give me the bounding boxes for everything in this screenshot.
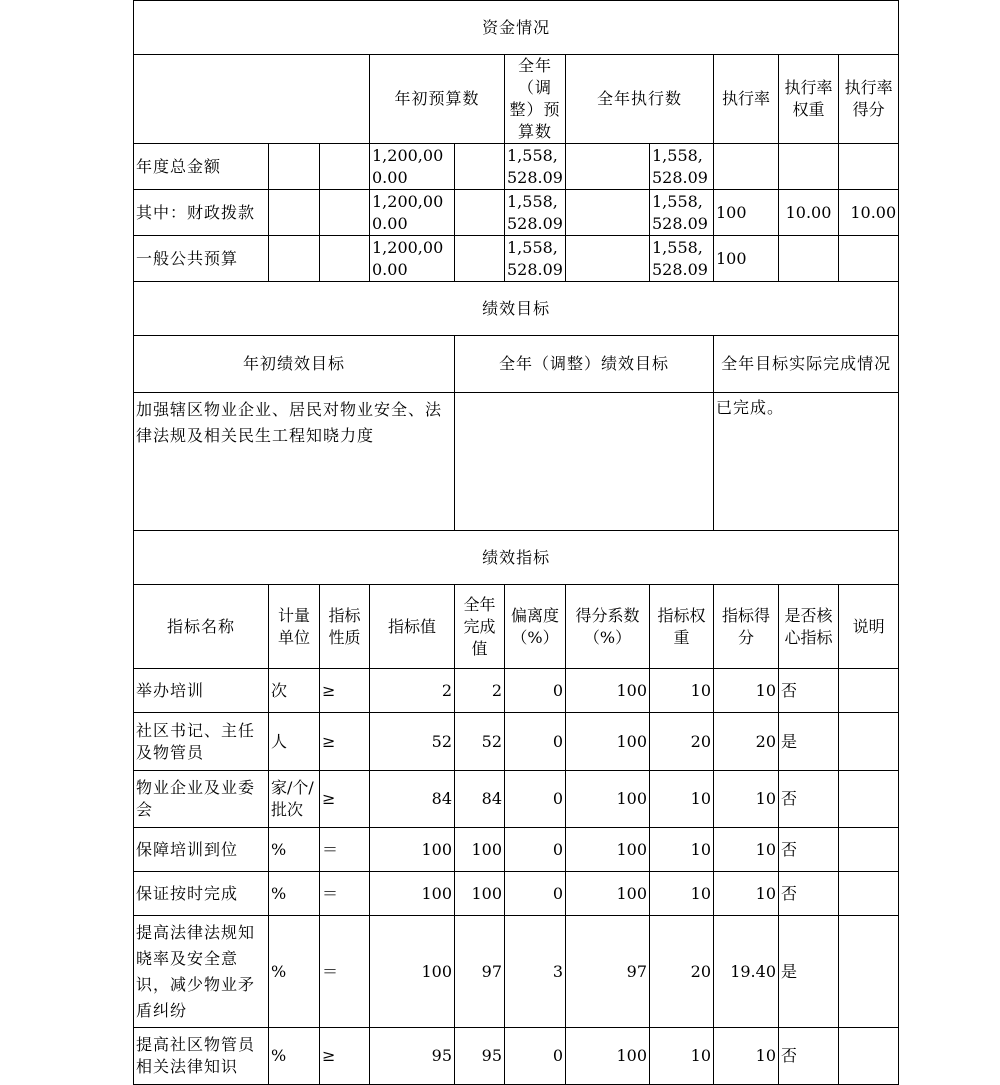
ind-deviation: 0	[505, 872, 566, 916]
ind-core: 否	[779, 1028, 839, 1085]
funding-weight	[779, 236, 839, 282]
funding-initial: 1,200,000.00	[370, 190, 455, 236]
funding-header-blank	[134, 55, 370, 144]
ind-unit: %	[269, 916, 320, 1028]
ind-name: 举办培训	[134, 669, 269, 713]
ind-note	[839, 771, 899, 828]
goals-adjusted-text	[455, 393, 714, 531]
ind-deviation: 0	[505, 669, 566, 713]
goals-header-adjusted: 全年（调整）绩效目标	[455, 336, 714, 393]
ind-core: 否	[779, 872, 839, 916]
ind-weight: 10	[650, 771, 714, 828]
ind-target: 2	[370, 669, 455, 713]
ind-header-note: 说明	[839, 585, 899, 669]
ind-coef: 100	[566, 669, 650, 713]
ind-header-score: 指标得分	[714, 585, 779, 669]
ind-actual: 84	[455, 771, 505, 828]
table-row	[134, 916, 899, 1028]
ind-note	[839, 916, 899, 1028]
ind-note	[839, 828, 899, 872]
ind-header-name: 指标名称	[134, 585, 269, 669]
ind-note	[839, 1028, 899, 1085]
ind-nature: ≥	[320, 669, 370, 713]
ind-score: 10	[714, 1028, 779, 1085]
ind-header-unit: 计量单位	[269, 585, 320, 669]
ind-deviation: 3	[505, 916, 566, 1028]
ind-name: 保障培训到位	[134, 828, 269, 872]
ind-coef: 100	[566, 872, 650, 916]
ind-coef: 97	[566, 916, 650, 1028]
ind-name: 提高社区物管员相关法律知识	[134, 1028, 269, 1085]
ind-header-actual: 全年完成值	[455, 585, 505, 669]
indicators-section-title: 绩效指标	[134, 531, 899, 585]
header-initial-budget: 年初预算数	[370, 55, 505, 144]
ind-nature: ≥	[320, 713, 370, 771]
goals-initial-text: 加强辖区物业企业、居民对物业安全、法律法规及相关民生工程知晓力度	[134, 393, 455, 531]
funding-rate	[714, 144, 779, 190]
funding-row-label: 年度总金额	[134, 144, 269, 190]
ind-actual: 100	[455, 828, 505, 872]
ind-header-core: 是否核心指标	[779, 585, 839, 669]
header-exec-rate: 执行率	[714, 55, 779, 144]
ind-header-target: 指标值	[370, 585, 455, 669]
ind-header-coef: 得分系数（%）	[566, 585, 650, 669]
ind-header-nature: 指标性质	[320, 585, 370, 669]
ind-actual: 52	[455, 713, 505, 771]
ind-weight: 10	[650, 1028, 714, 1085]
header-adjusted-budget: 全年（调整）预算数	[505, 55, 566, 144]
ind-target: 100	[370, 872, 455, 916]
ind-score: 10	[714, 771, 779, 828]
ind-coef: 100	[566, 713, 650, 771]
table-row	[134, 828, 899, 872]
ind-header-deviation: 偏离度（%）	[505, 585, 566, 669]
goals-header-actual: 全年目标实际完成情况	[714, 336, 899, 393]
ind-deviation: 0	[505, 828, 566, 872]
funding-adjusted: 1,558,528.09	[505, 190, 566, 236]
ind-header-weight: 指标权重	[650, 585, 714, 669]
ind-target: 84	[370, 771, 455, 828]
ind-weight: 10	[650, 828, 714, 872]
ind-score: 10	[714, 669, 779, 713]
funding-adjusted: 1,558,528.09	[505, 236, 566, 282]
funding-executed: 1,558,528.09	[650, 190, 714, 236]
funding-row	[134, 236, 899, 282]
funding-adjusted: 1,558,528.09	[505, 144, 566, 190]
ind-weight: 20	[650, 916, 714, 1028]
goals-section-title: 绩效目标	[134, 282, 899, 336]
ind-nature: ≥	[320, 1028, 370, 1085]
ind-name: 保证按时完成	[134, 872, 269, 916]
funding-weight: 10.00	[779, 190, 839, 236]
ind-score: 20	[714, 713, 779, 771]
table-row	[134, 771, 899, 828]
table-row	[134, 872, 899, 916]
ind-core: 是	[779, 713, 839, 771]
funding-score: 10.00	[839, 190, 899, 236]
ind-target: 100	[370, 828, 455, 872]
ind-score: 19.40	[714, 916, 779, 1028]
ind-deviation: 0	[505, 1028, 566, 1085]
table-row	[134, 713, 899, 771]
header-executed: 全年执行数	[566, 55, 714, 144]
ind-weight: 20	[650, 713, 714, 771]
ind-actual: 2	[455, 669, 505, 713]
ind-note	[839, 713, 899, 771]
funding-executed: 1,558,528.09	[650, 144, 714, 190]
ind-nature: ＝	[320, 872, 370, 916]
ind-weight: 10	[650, 872, 714, 916]
ind-note	[839, 872, 899, 916]
ind-unit: 家/个/批次	[269, 771, 320, 828]
ind-core: 否	[779, 669, 839, 713]
funding-executed: 1,558,528.09	[650, 236, 714, 282]
ind-nature: ＝	[320, 828, 370, 872]
ind-unit: %	[269, 828, 320, 872]
funding-rate: 100	[714, 236, 779, 282]
funding-initial: 1,200,000.00	[370, 144, 455, 190]
ind-core: 否	[779, 828, 839, 872]
ind-actual: 95	[455, 1028, 505, 1085]
ind-unit: %	[269, 1028, 320, 1085]
ind-unit: 次	[269, 669, 320, 713]
table-row	[134, 669, 899, 713]
funding-weight	[779, 144, 839, 190]
ind-nature: ≥	[320, 771, 370, 828]
table-row	[134, 1028, 899, 1085]
ind-weight: 10	[650, 669, 714, 713]
ind-deviation: 0	[505, 771, 566, 828]
goals-header-initial: 年初绩效目标	[134, 336, 455, 393]
ind-name: 提高法律法规知晓率及安全意识，减少物业矛盾纠纷	[134, 916, 269, 1028]
ind-target: 95	[370, 1028, 455, 1085]
ind-note	[839, 669, 899, 713]
ind-unit: %	[269, 872, 320, 916]
ind-score: 10	[714, 872, 779, 916]
performance-table	[133, 0, 899, 1085]
ind-deviation: 0	[505, 713, 566, 771]
header-exec-weight: 执行率权重	[779, 55, 839, 144]
funding-rate: 100	[714, 190, 779, 236]
funding-section-title: 资金情况	[134, 1, 899, 55]
ind-core: 是	[779, 916, 839, 1028]
ind-name: 社区书记、主任及物管员	[134, 713, 269, 771]
ind-coef: 100	[566, 771, 650, 828]
ind-core: 否	[779, 771, 839, 828]
ind-actual: 100	[455, 872, 505, 916]
ind-coef: 100	[566, 1028, 650, 1085]
goals-actual-text: 已完成。	[714, 393, 899, 531]
ind-score: 10	[714, 828, 779, 872]
ind-coef: 100	[566, 828, 650, 872]
ind-name: 物业企业及业委会	[134, 771, 269, 828]
funding-score	[839, 236, 899, 282]
funding-row	[134, 144, 899, 190]
funding-initial: 1,200,000.00	[370, 236, 455, 282]
funding-row-label: 其中：财政拨款	[134, 190, 269, 236]
ind-target: 52	[370, 713, 455, 771]
ind-unit: 人	[269, 713, 320, 771]
funding-score	[839, 144, 899, 190]
ind-actual: 97	[455, 916, 505, 1028]
funding-row-label: 一般公共预算	[134, 236, 269, 282]
ind-nature: ＝	[320, 916, 370, 1028]
header-exec-score: 执行率得分	[839, 55, 899, 144]
funding-row	[134, 190, 899, 236]
ind-target: 100	[370, 916, 455, 1028]
